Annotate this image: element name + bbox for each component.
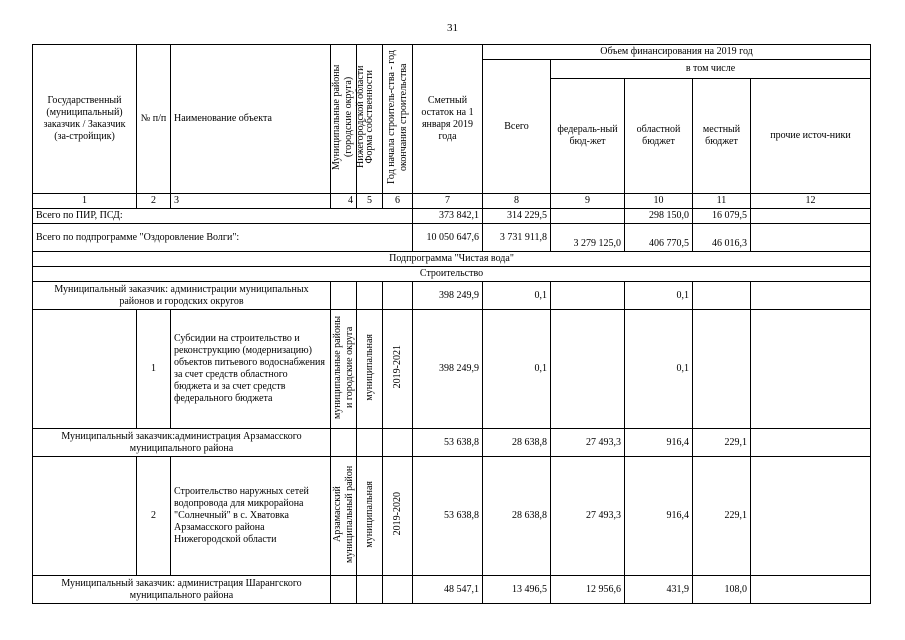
regional-cell: 431,9 [625,576,693,604]
local-cell: 108,0 [693,576,751,604]
balance-cell: 398 249,9 [413,282,483,310]
section-title: Строительство [33,267,871,282]
regional-cell: 406 770,5 [625,224,693,252]
header-num: № п/п [137,45,171,194]
federal-cell: 12 956,6 [551,576,625,604]
years-cell: 2019-2021 [391,345,403,389]
district-cell: Арзамасский муниципальный район [331,465,355,563]
table-row [33,429,871,457]
column-number-row [33,194,871,209]
header-total: Всего [483,60,551,194]
table-row [33,310,871,429]
federal-cell: 27 493,3 [551,429,625,457]
customer-cell: Муниципальный заказчик: администрация Шарангского муниципального района [33,576,331,604]
financing-table [32,44,871,604]
header-regional: областной бюджет [625,79,693,194]
total-cell: 28 638,8 [483,429,551,457]
header-balance: Сметный остаток на 1 января 2019 года [413,45,483,194]
item-num: 1 [137,310,171,429]
customer-cell: Муниципальный заказчик: администрации муниципальных районов и городских округов [33,282,331,310]
col-number: 4 [331,194,357,209]
federal-cell [551,209,625,224]
object-name: Субсидии на строительство и реконструкцию (модернизацию) объектов питьевого водоснабжения за счет средств областного бюджета и за счет средств федерального бюджета [171,310,331,429]
balance-cell: 398 249,9 [413,310,483,429]
total-cell: 314 229,5 [483,209,551,224]
total-cell: 28 638,8 [483,457,551,576]
totals-label: Всего по ПИР, ПСД: [33,209,413,224]
header-including: в том числе [551,60,871,79]
customer-cell: Муниципальный заказчик:администрация Арзамасского муниципального района [33,429,331,457]
object-name: Строительство наружных сетей водопровода для микрорайона "Солнечный" в с. Хватовка Арзамасского района Нижегородской области [171,457,331,576]
table-row [33,282,871,310]
balance-cell: 53 638,8 [413,457,483,576]
local-cell: 229,1 [693,457,751,576]
district-cell: муниципальные районы и городские округа [331,315,355,419]
header-funding: Объем финансирования на 2019 год [483,45,871,60]
other-cell [751,457,871,576]
col-number: 5 [357,194,383,209]
other-cell [751,310,871,429]
header-customer: Государственный (муниципальный) заказчик / Заказчик (за-стройщик) [33,45,137,194]
header-federal: федераль-ный бюд-жет [551,79,625,194]
header-districts: Муниципальные районы (городские округа) Нижегородской области [331,64,366,170]
balance-cell: 53 638,8 [413,429,483,457]
table-row [33,209,871,224]
other-cell [751,209,871,224]
total-cell: 3 731 911,8 [483,224,551,252]
local-cell: 46 016,3 [693,224,751,252]
other-cell [751,282,871,310]
other-cell [751,576,871,604]
totals-label: Всего по подпрограмме "Оздоровление Волги": [33,224,413,252]
regional-cell: 0,1 [625,310,693,429]
local-cell: 229,1 [693,429,751,457]
regional-cell: 916,4 [625,429,693,457]
ownership-cell: муниципальная [363,480,375,548]
federal-cell: 3 279 125,0 [551,224,625,252]
col-number: 8 [483,194,551,209]
col-number: 9 [551,194,625,209]
table-row [33,576,871,604]
ownership-cell: муниципальная [363,333,375,401]
balance-cell: 48 547,1 [413,576,483,604]
col-number: 10 [625,194,693,209]
federal-cell: 27 493,3 [551,457,625,576]
col-number: 6 [383,194,413,209]
regional-cell: 0,1 [625,282,693,310]
subprogram-title: Подпрограмма "Чистая вода" [33,252,871,267]
item-num: 2 [137,457,171,576]
col-number: 2 [137,194,171,209]
header-ownership: Форма собственности [363,70,375,164]
federal-cell [551,282,625,310]
local-cell: 16 079,5 [693,209,751,224]
table-row [33,457,871,576]
federal-cell [551,310,625,429]
other-cell [751,224,871,252]
local-cell [693,310,751,429]
other-cell [751,429,871,457]
total-cell: 0,1 [483,282,551,310]
local-cell [693,282,751,310]
col-number: 1 [33,194,137,209]
balance-cell: 373 842,1 [413,209,483,224]
regional-cell: 916,4 [625,457,693,576]
header-object-name: Наименование объекта [171,45,331,194]
header-local: местный бюджет [693,79,751,194]
regional-cell: 298 150,0 [625,209,693,224]
balance-cell: 10 050 647,6 [413,224,483,252]
header-years: Год начала строитель-ства - год окончания строительства [385,50,409,184]
col-number: 7 [413,194,483,209]
col-number: 3 [171,194,331,209]
header-other: прочие источ-ники [751,79,871,194]
col-number: 12 [751,194,871,209]
table-row [33,224,871,252]
years-cell: 2019-2020 [391,492,403,536]
page-number: 31 [447,22,458,34]
total-cell: 0,1 [483,310,551,429]
total-cell: 13 496,5 [483,576,551,604]
col-number: 11 [693,194,751,209]
